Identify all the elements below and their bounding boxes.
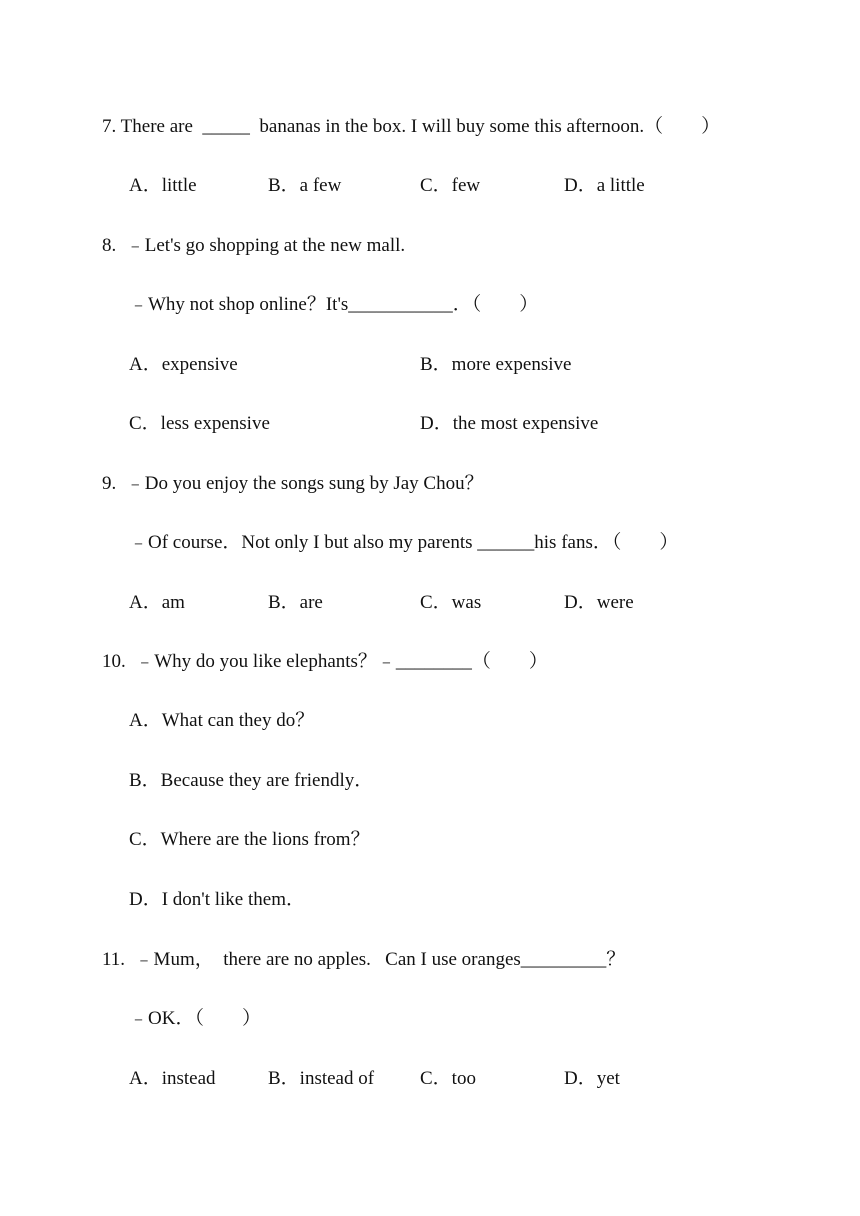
- question-11-option-d: D．yet: [564, 1068, 620, 1089]
- question-10-option-c: C．Where are the lions from？: [129, 829, 370, 850]
- question-10-option-a: A．What can they do？: [129, 710, 315, 731]
- question-7-option-c: C．few: [420, 175, 481, 196]
- question-11-stem-line-2: ﹣OK．（ ）: [129, 1008, 261, 1029]
- question-7-stem: 7. There are _____ bananas in the box. I will buy some this afternoon.（ ）: [102, 116, 721, 137]
- question-10-option-b: B．Because they are friendly．: [129, 770, 374, 791]
- question-11-option-a: A．instead: [129, 1068, 216, 1089]
- question-9-option-d: D．were: [564, 592, 634, 613]
- question-10-option-d: D．I don't like them．: [129, 889, 305, 910]
- question-11-stem-line-1: 11. ﹣Mum， there are no apples. Can I use oranges_________？: [102, 949, 626, 970]
- question-8-stem-line-1: 8. ﹣Let's go shopping at the new mall.: [102, 235, 406, 256]
- question-10-stem: 10. ﹣Why do you like elephants？﹣________（ ）: [102, 651, 548, 672]
- question-9-stem-line-2: ﹣Of course．Not only I but also my parents ______his fans．（ ）: [129, 532, 679, 553]
- question-7-option-d: D．a little: [564, 175, 645, 196]
- question-8-stem-line-2: ﹣Why not shop online？It's___________．（ ）: [129, 294, 539, 315]
- question-8-option-a: A．expensive: [129, 354, 238, 375]
- question-8-option-d: D．the most expensive: [420, 413, 599, 434]
- question-8-option-b: B．more expensive: [420, 354, 572, 375]
- question-9-option-c: C．was: [420, 592, 482, 613]
- question-8-option-c: C．less expensive: [129, 413, 270, 434]
- question-7-option-b: B．a few: [268, 175, 342, 196]
- question-11-option-c: C．too: [420, 1068, 476, 1089]
- question-9-option-b: B．are: [268, 592, 323, 613]
- question-9-option-a: A．am: [129, 592, 185, 613]
- question-11-option-b: B．instead of: [268, 1068, 375, 1089]
- question-7-option-a: A．little: [129, 175, 197, 196]
- question-9-stem-line-1: 9. ﹣Do you enjoy the songs sung by Jay Chou？: [102, 473, 484, 494]
